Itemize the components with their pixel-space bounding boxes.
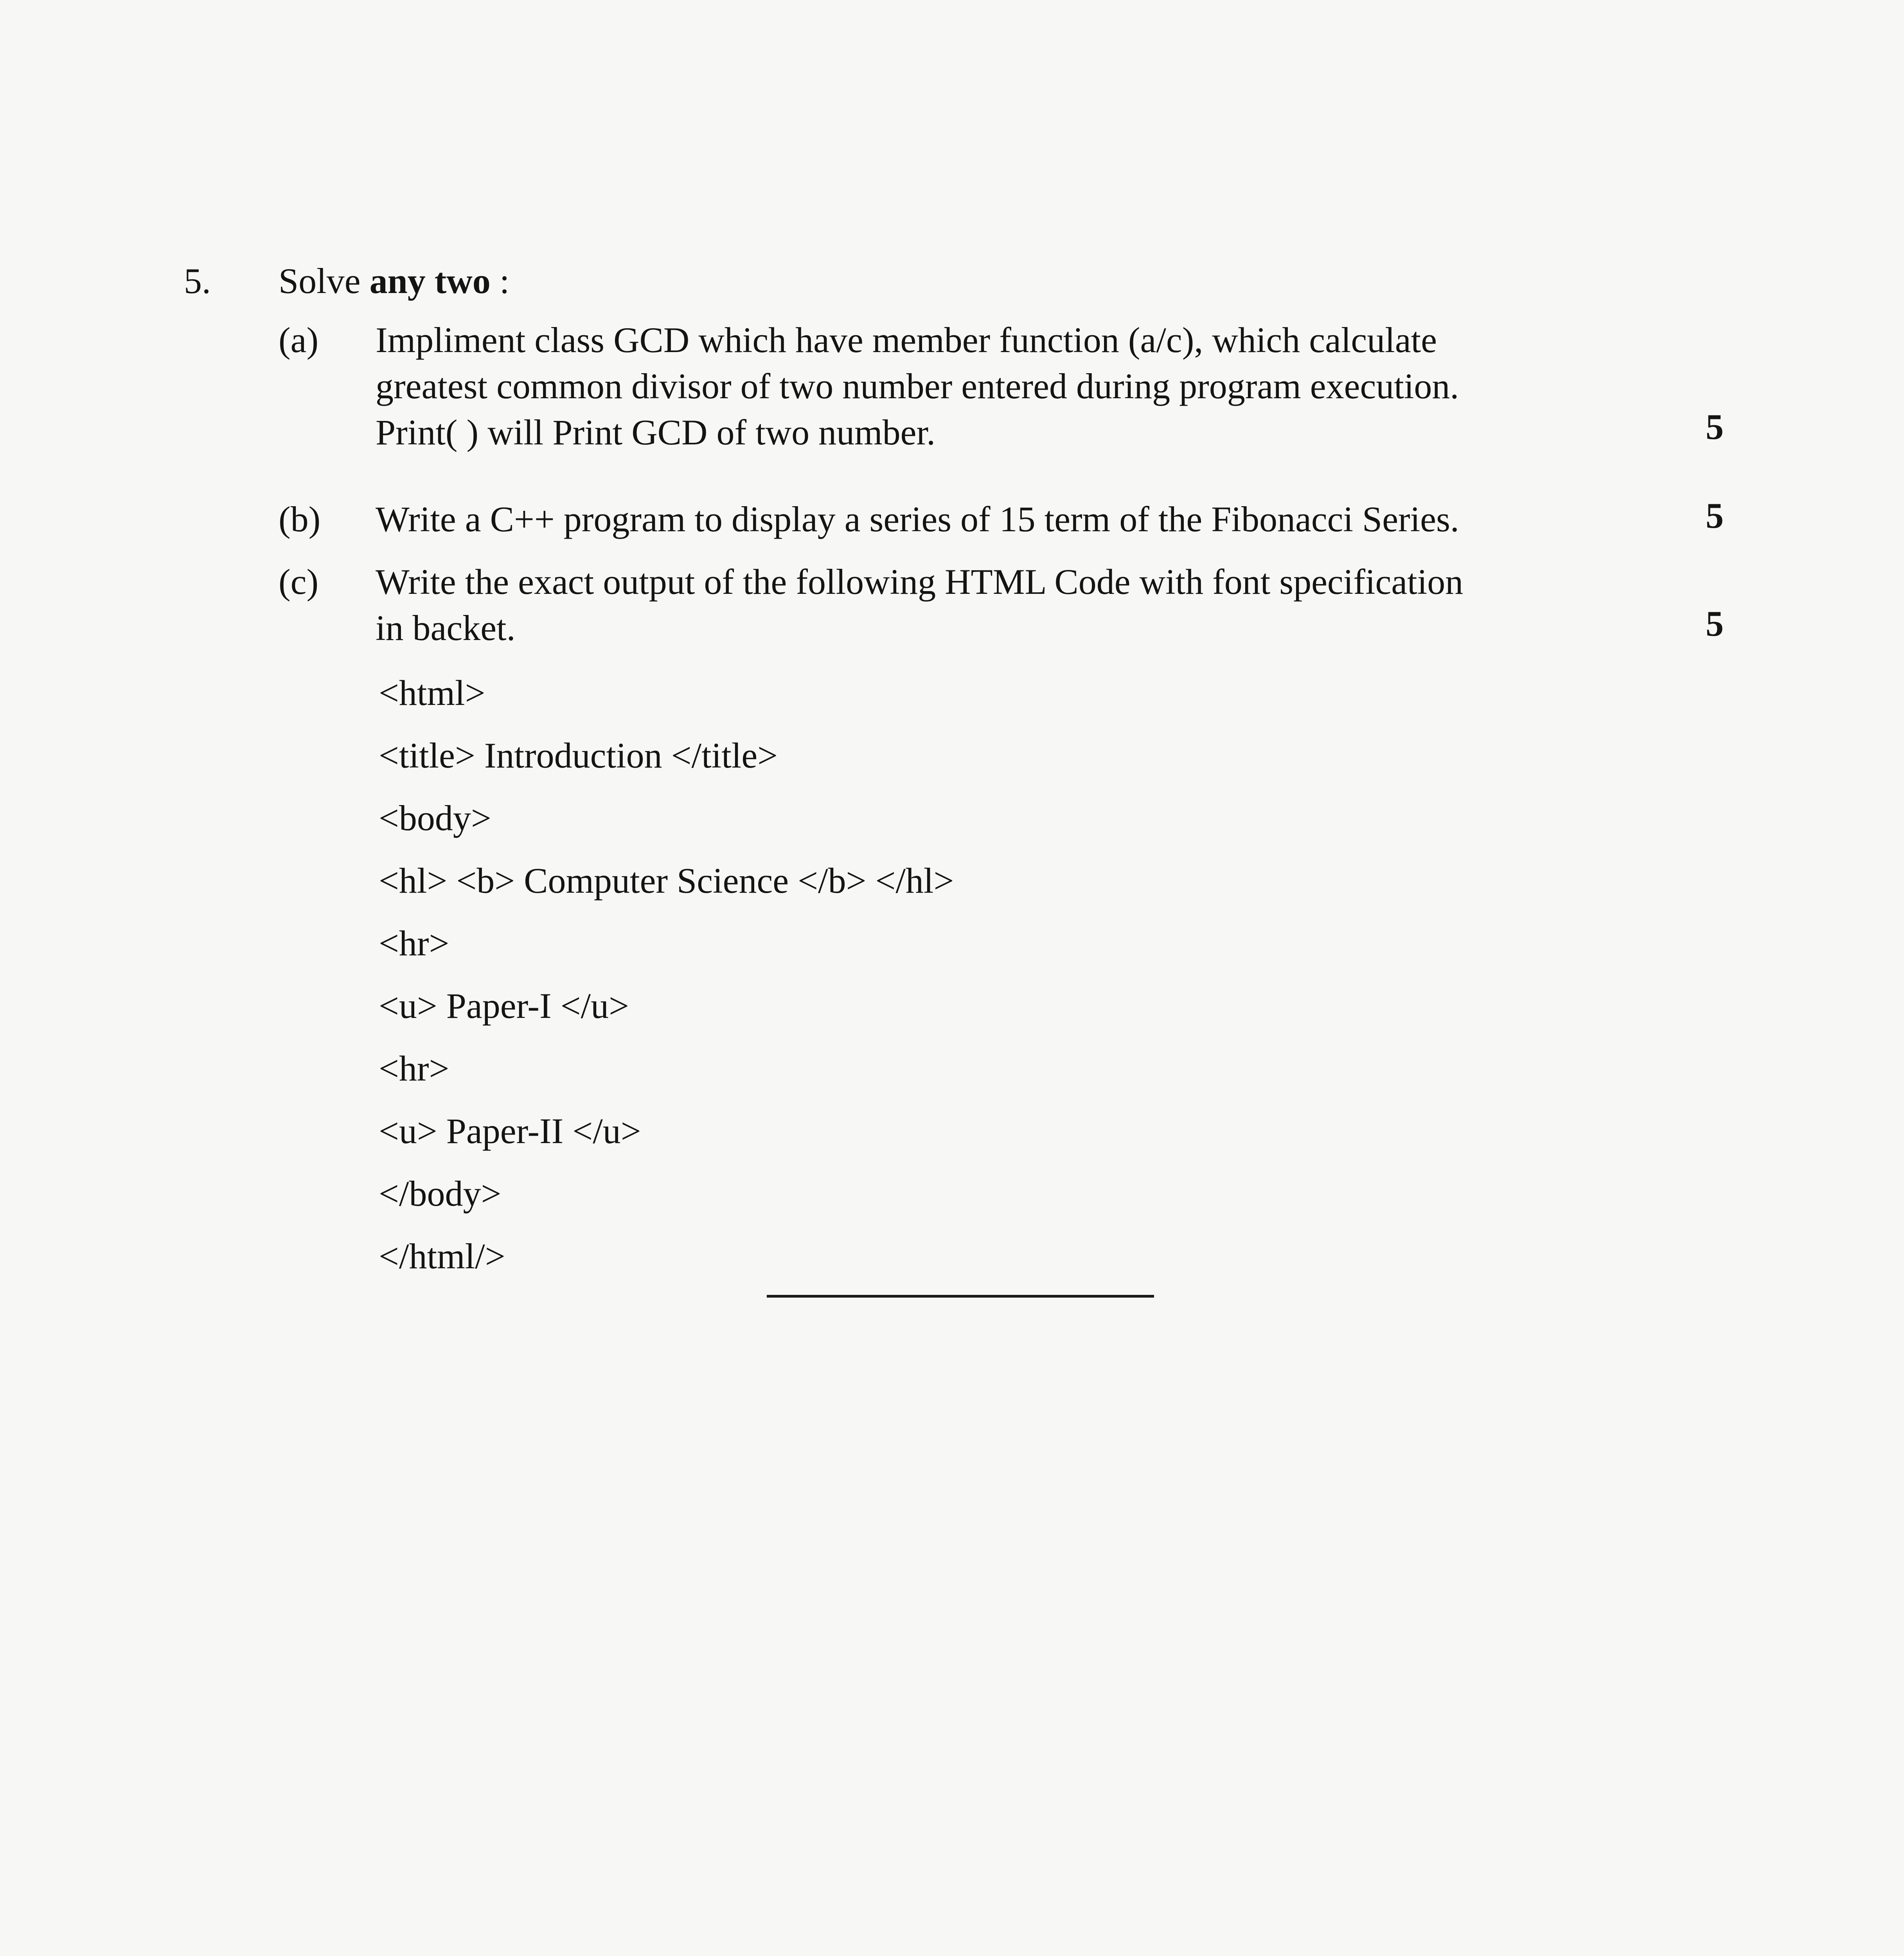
question-number: 5. bbox=[184, 261, 211, 301]
part-line: Write the exact output of the following HTML Code with font specification bbox=[376, 562, 1464, 602]
instruction-prefix: Solve bbox=[279, 261, 361, 301]
instruction-bold: any two bbox=[369, 261, 491, 301]
question-instruction bbox=[279, 263, 509, 299]
code-line: </body> bbox=[379, 1174, 502, 1214]
code-line: <html> bbox=[379, 673, 485, 713]
code-line: <u> Paper-I </u> bbox=[379, 986, 629, 1026]
code-line: <u> Paper-II </u> bbox=[379, 1111, 641, 1151]
part-text bbox=[376, 496, 1729, 542]
end-divider bbox=[767, 1295, 1154, 1298]
part-label: (b) bbox=[279, 499, 321, 539]
code-line: <hr> bbox=[379, 923, 449, 963]
part-label: (a) bbox=[279, 320, 319, 360]
marks-part-a: 5 bbox=[1706, 407, 1724, 447]
part-line: Print( ) will Print GCD of two number. bbox=[376, 412, 936, 452]
question-part-c bbox=[279, 559, 1843, 653]
code-line: <title> Introduction </title> bbox=[379, 735, 778, 775]
marks-part-c: 5 bbox=[1706, 604, 1724, 644]
question-part-b bbox=[279, 496, 1843, 547]
code-line: <body> bbox=[379, 798, 491, 838]
part-text bbox=[376, 317, 1729, 455]
instruction-suffix: : bbox=[499, 261, 510, 301]
code-line: <hl> <b> Computer Science </b> </hl> bbox=[379, 861, 954, 901]
part-text bbox=[376, 559, 1729, 651]
code-line: <hr> bbox=[379, 1048, 449, 1088]
part-line: in backet. bbox=[376, 608, 516, 648]
part-line: greatest common divisor of two number entered during program execution. bbox=[376, 366, 1459, 406]
question-part-a bbox=[279, 317, 1843, 458]
part-label: (c) bbox=[279, 562, 319, 602]
part-line: Impliment class GCD which have member function (a/c), which calculate bbox=[376, 320, 1437, 360]
marks-part-b: 5 bbox=[1706, 496, 1724, 536]
code-line: </html/> bbox=[379, 1236, 505, 1276]
part-line: Write a C++ program to display a series of 15 term of the Fibonacci Series. bbox=[376, 499, 1459, 539]
